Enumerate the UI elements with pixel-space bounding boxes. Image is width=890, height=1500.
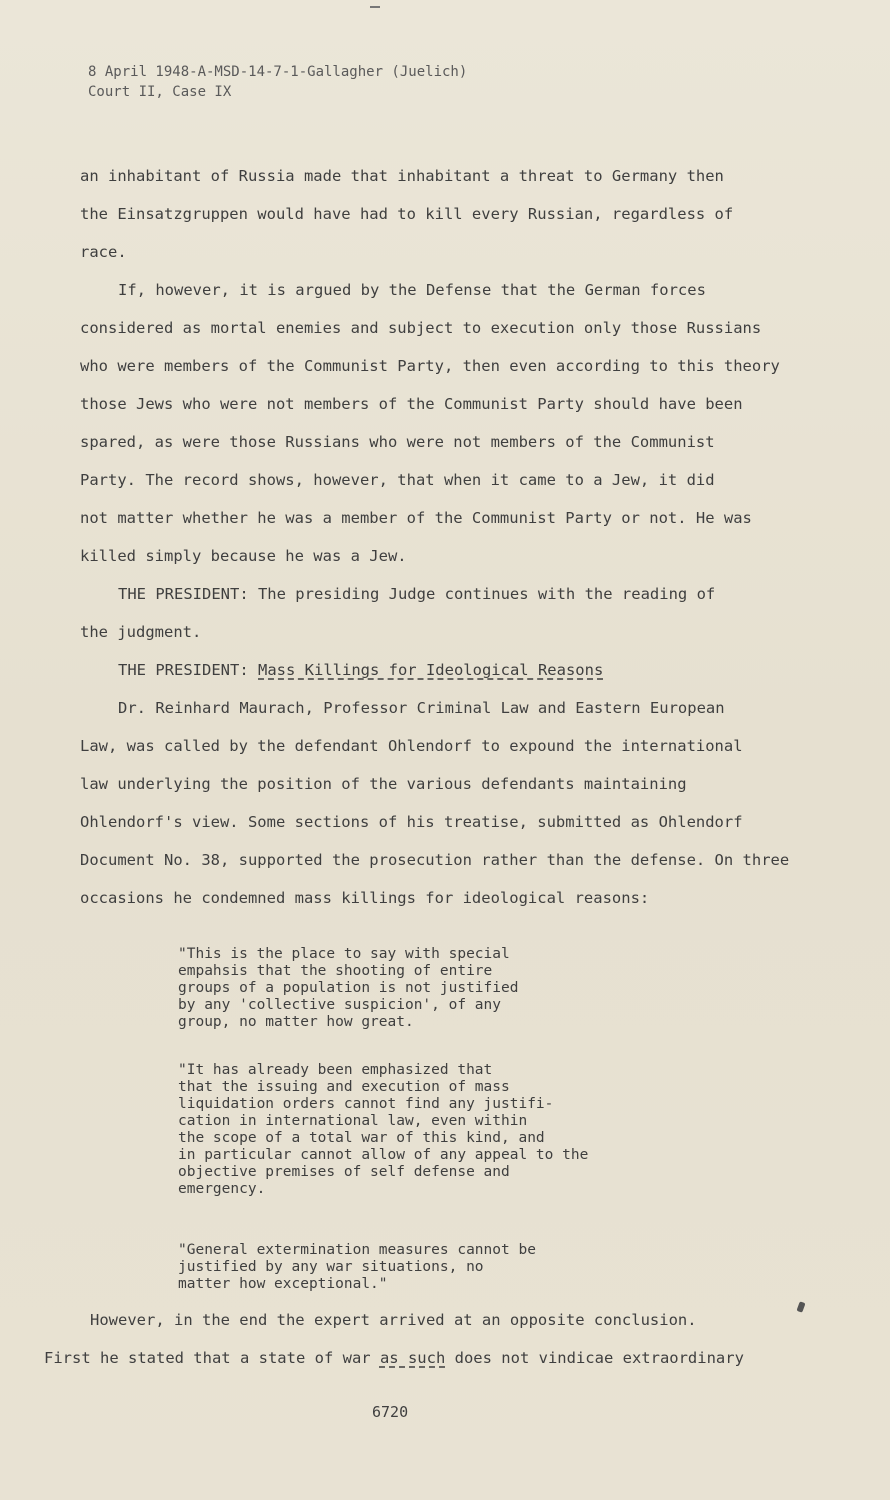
quote-line: groups of a population is not justified — [178, 980, 519, 996]
quote-line: group, no matter how great. — [178, 1014, 414, 1030]
header-line-1: 8 April 1948-A-MSD-14-7-1-Gallagher (Juelich) — [88, 64, 468, 80]
quote-line: emergency. — [178, 1181, 266, 1197]
text-line: not matter whether he was a member of the Communist Party or not. He was — [80, 509, 752, 527]
quote-line: "General extermination measures cannot be — [178, 1242, 536, 1258]
text-line: the Einsatzgruppen would have had to kill every Russian, regardless of — [80, 205, 734, 223]
text-line: THE PRESIDENT: The presiding Judge continues with the reading of — [118, 585, 716, 603]
quote-line: liquidation orders cannot find any justifi- — [178, 1096, 554, 1112]
text-line: occasions he condemned mass killings for ideological reasons: — [80, 889, 650, 907]
quote-line: in particular cannot allow of any appeal to the — [178, 1147, 589, 1163]
page-number: 6720 — [372, 1403, 409, 1421]
text-line: killed simply because he was a Jew. — [80, 547, 407, 565]
section-heading-line — [80, 660, 810, 698]
text-line: an inhabitant of Russia made that inhabitant a threat to Germany then — [80, 167, 724, 185]
text-line: who were members of the Communist Party, then even according to this theory — [80, 357, 780, 375]
block-quote-3 — [178, 1242, 648, 1293]
text-line: Document No. 38, supported the prosecution rather than the defense. On three — [80, 851, 790, 869]
quote-line: empahsis that the shooting of entire — [178, 963, 493, 979]
body-text — [80, 166, 810, 926]
block-quote-1 — [178, 946, 648, 1031]
quote-line: the scope of a total war of this kind, and — [178, 1130, 545, 1146]
text-line — [44, 1348, 844, 1386]
text-line: law underlying the position of the various defendants maintaining — [80, 775, 687, 793]
text-line: However, in the end the expert arrived at an opposite conclusion. — [90, 1311, 697, 1329]
section-heading: Mass Killings for Ideological Reasons — [258, 661, 604, 679]
quote-line: "This is the place to say with special — [178, 946, 510, 962]
quote-line: objective premises of self defense and — [178, 1164, 510, 1180]
text-line: Law, was called by the defendant Ohlendorf to expound the international — [80, 737, 743, 755]
text-line: race. — [80, 243, 127, 261]
text-segment: does not vindicae extraordinary — [454, 1349, 744, 1367]
quote-line: that the issuing and execution of mass — [178, 1079, 510, 1095]
text-segment: First he stated that a state of war — [44, 1349, 371, 1367]
text-line: Dr. Reinhard Maurach, Professor Criminal Law and Eastern European — [118, 699, 725, 717]
text-line: Party. The record shows, however, that when it came to a Jew, it did — [80, 471, 715, 489]
text-line: the judgment. — [80, 623, 202, 641]
emphasis-underlined: as such — [379, 1349, 446, 1367]
header-line-2: Court II, Case IX — [88, 84, 232, 100]
quote-line: by any 'collective suspicion', of any — [178, 997, 502, 1013]
text-line: spared, as were those Russians who were not members of the Communist — [80, 433, 715, 451]
quote-line: cation in international law, even within — [178, 1113, 528, 1129]
margin-mark — [370, 0, 380, 8]
text-line: Ohlendorf's view. Some sections of his treatise, submitted as Ohlendorf — [80, 813, 743, 831]
speaker-label: THE PRESIDENT: — [118, 661, 249, 679]
text-line: If, however, it is argued by the Defense that the German forces — [118, 281, 706, 299]
text-line: those Jews who were not members of the Communist Party should have been — [80, 395, 743, 413]
quote-line: justified by any war situations, no — [178, 1259, 484, 1275]
block-quote-2 — [178, 1062, 648, 1198]
quote-line: "It has already been emphasized that — [178, 1062, 493, 1078]
document-header — [88, 62, 467, 102]
quote-line: matter how exceptional." — [178, 1276, 388, 1292]
text-line: considered as mortal enemies and subject to execution only those Russians — [80, 319, 762, 337]
